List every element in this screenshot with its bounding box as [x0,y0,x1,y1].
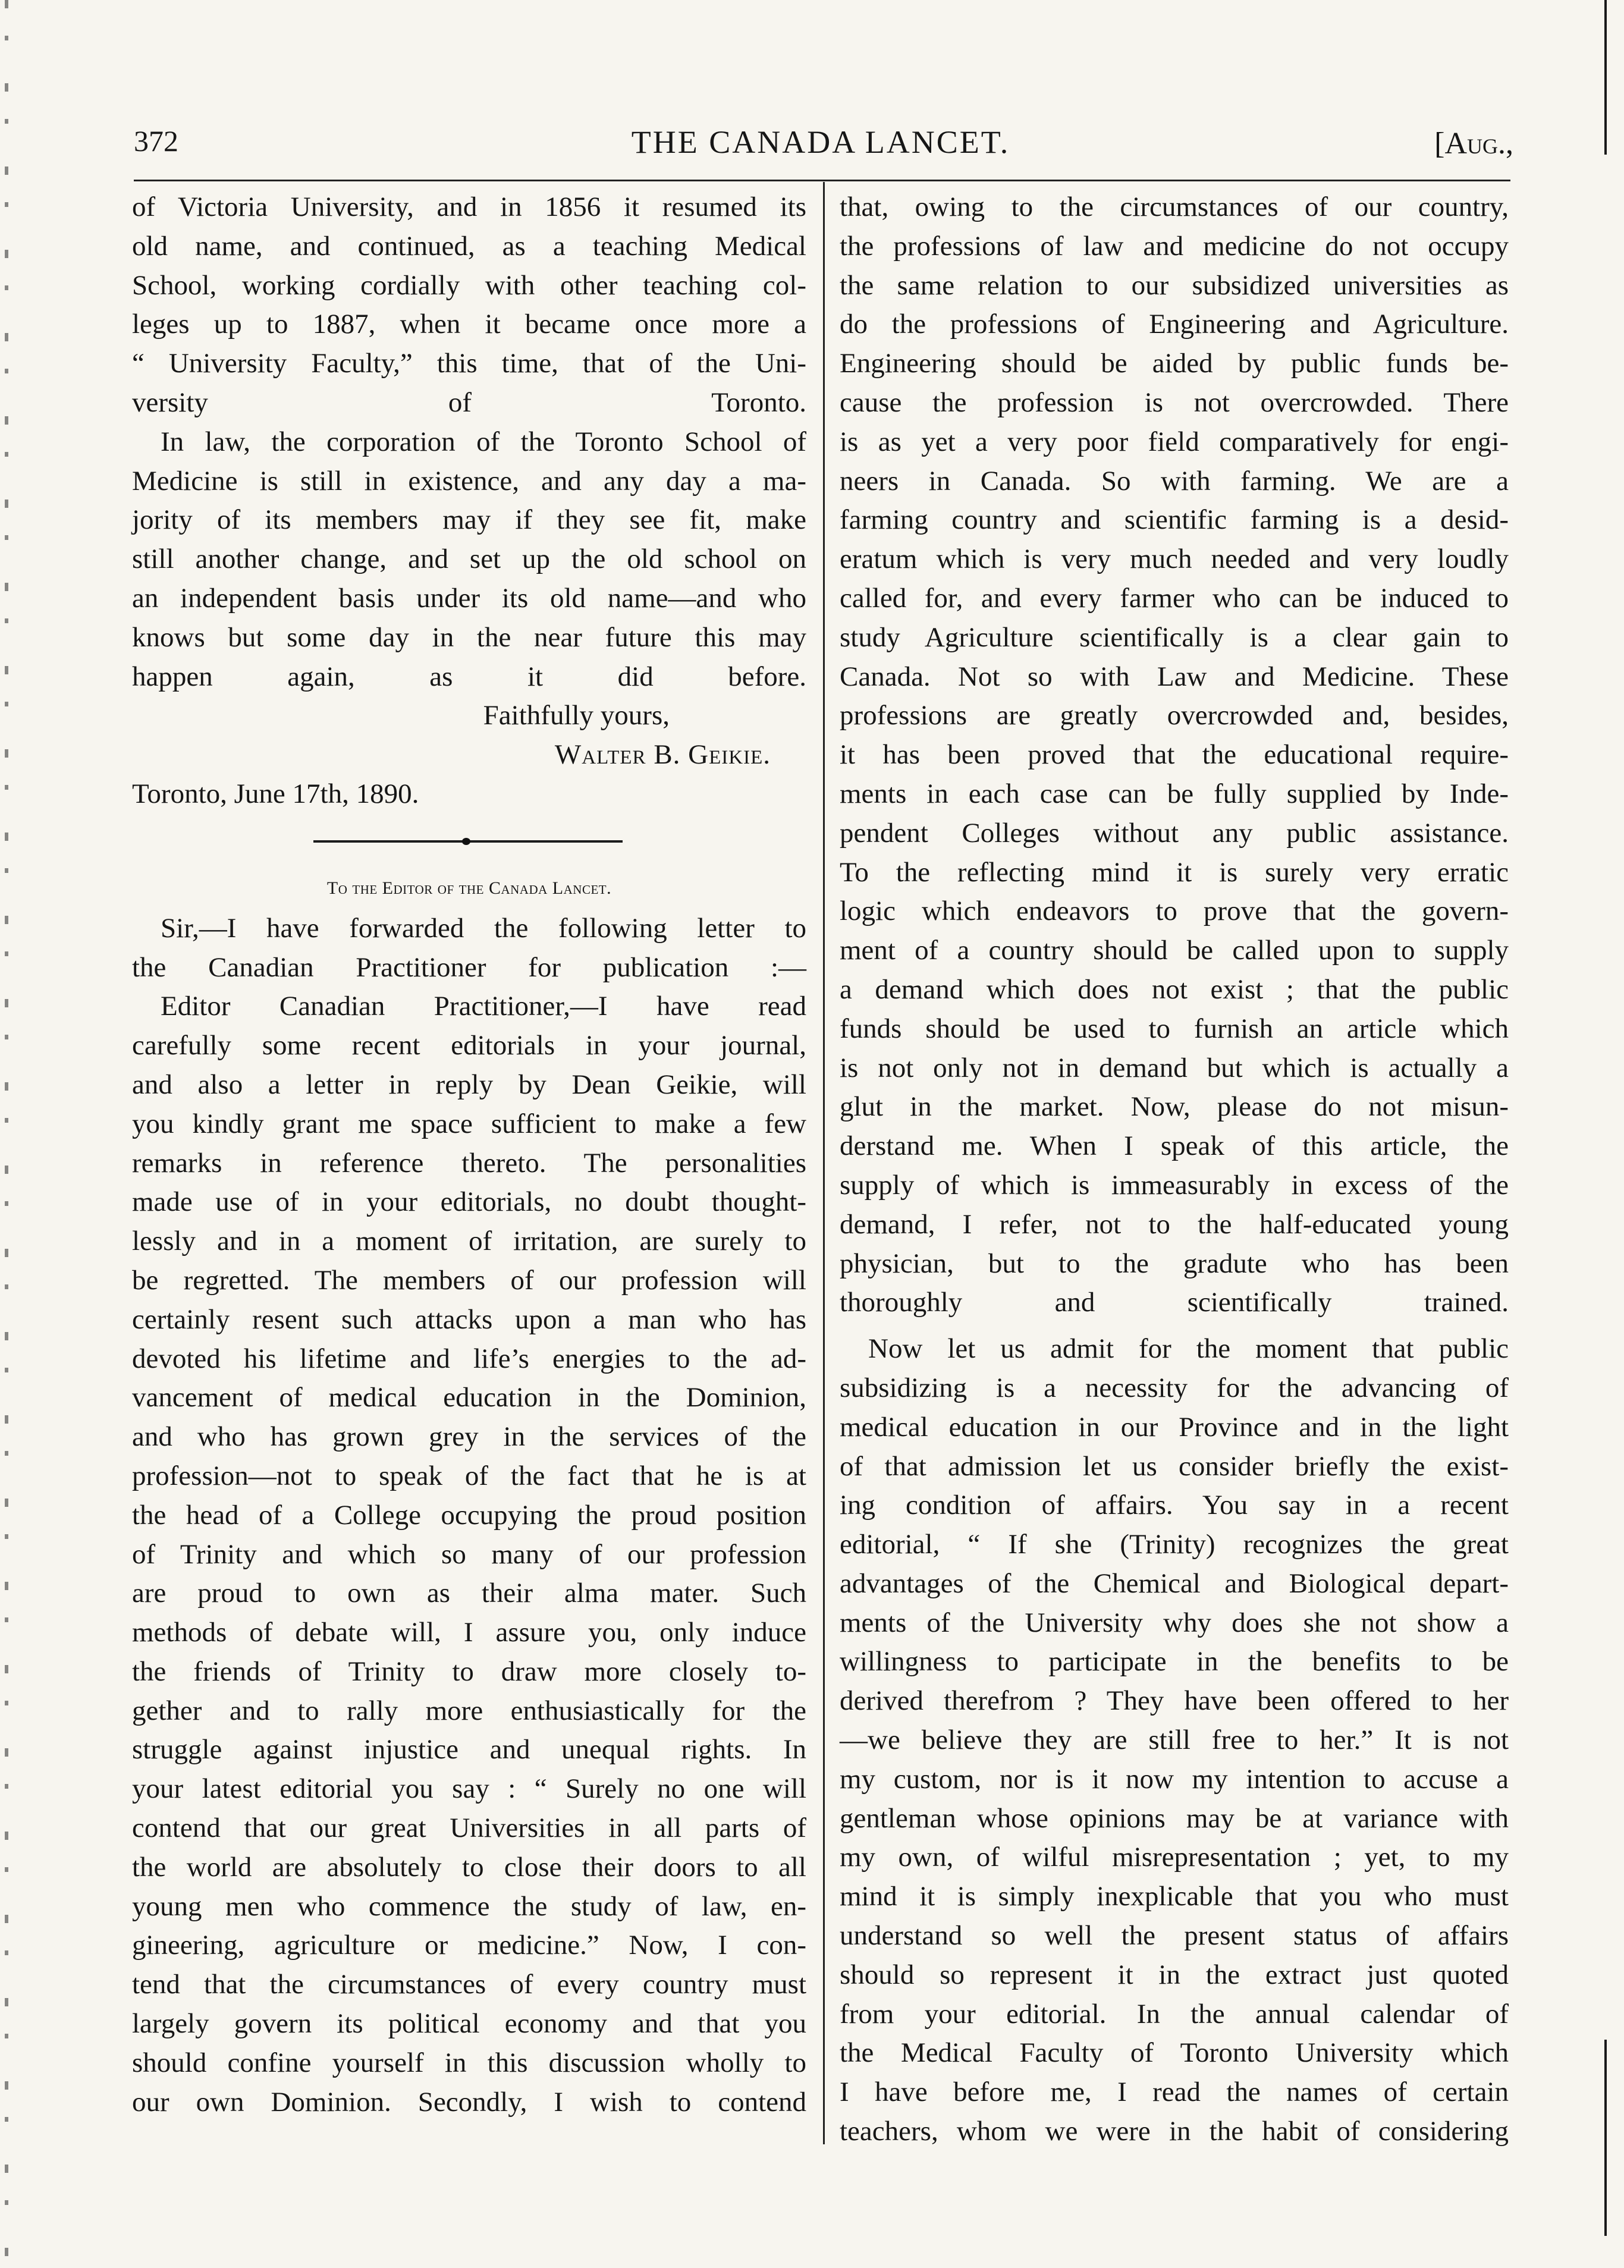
letter-paragraph [132,909,806,988]
text-line: and who has grown grey in the services of the [132,1421,806,1453]
text-line: mind it is simply inexplicable that you who must [840,1881,1509,1912]
text-line: derstand me. When I speak of this article, the [840,1130,1509,1162]
text-line: that, owing to the circumstances of our country, [840,191,1509,222]
scan-edge-right-top [1604,0,1607,155]
text-line: jority of its members may if they see fit, make [132,504,806,536]
text-line: subsidizing is a necessity for the advancing of [840,1372,1509,1403]
text-line: my custom, nor is it now my intention to accuse a [840,1763,1509,1795]
letter-heading: To the Editor of the Canada Lancet. [326,878,612,898]
text-line: willingness to participate in the benefits to be [840,1646,1509,1678]
text-line: study Agriculture scientifically is a clear gain to [840,621,1509,653]
column-rule [823,182,825,2144]
text-line: Medicine is still in existence, and any day a ma- [132,465,806,497]
text-line: of that admission let us consider briefly the exist- [840,1450,1509,1482]
text-line: is not only not in demand but which is actually a [840,1052,1509,1083]
text-line: “ University Faculty,” this time, that of the Uni- [132,348,806,379]
text-line: —we believe they are still free to her.” It is not [840,1724,1509,1756]
text-line: contend that our great Universities in all parts of [132,1812,806,1844]
letter-paragraph [132,188,806,423]
text-line: it has been proved that the educational require- [840,739,1509,771]
text-line: our own Dominion. Secondly, I wish to contend [132,2086,806,2118]
text-line: ments in each case can be fully supplied by Inde- [840,778,1509,809]
text-line: neers in Canada. So with farming. We are a [840,465,1509,497]
text-line: versity of Toronto. [132,387,806,418]
right-column [840,188,1509,2151]
text-line: be regretted. The members of our profession will [132,1264,806,1296]
letter-paragraph [132,987,806,2122]
header-rule [134,180,1510,181]
text-line: the world are absolutely to close their doors to all [132,1851,806,1883]
text-line: derived therefrom ? They have been offered to her [840,1685,1509,1717]
text-line: from your editorial. In the annual calendar of [840,1998,1509,2030]
text-line: physician, but to the gradute who has been [840,1248,1509,1279]
text-line: and also a letter in reply by Dean Geikie, will [132,1069,806,1100]
left-column [132,188,806,2122]
text-line: gether and to rally more enthusiastically for the [132,1695,806,1726]
text-line: the same relation to our subsidized universities as [840,269,1509,301]
text-line: leges up to 1887, when it became once more a [132,309,806,340]
text-line: the Medical Faculty of Toronto University which [840,2037,1509,2069]
text-line: supply of which is immeasurably in excess of the [840,1169,1509,1201]
text-line: made use of in your editorials, no doubt thought- [132,1186,806,1218]
text-line: advantages of the Chemical and Biological depart- [840,1568,1509,1599]
text-line: Editor Canadian Practitioner,—I have read [161,991,806,1022]
text-line: the head of a College occupying the proud position [132,1499,806,1531]
running-header [134,124,1513,174]
text-line: should confine yourself in this discussion wholly to [132,2047,806,2078]
divider-ornament [462,838,470,845]
text-line: the friends of Trinity to draw more closely to- [132,1656,806,1687]
text-line: farming country and scientific farming is a desid- [840,504,1509,536]
scan-edge-right-bottom [1604,2040,1607,2236]
text-line: of Trinity and which so many of our profession [132,1538,806,1570]
text-line: In law, the corporation of the Toronto School of [161,426,806,457]
text-line: profession—not to speak of the fact that he is at [132,1460,806,1491]
text-line: is as yet a very poor field comparatively for engi- [840,426,1509,457]
text-line: thoroughly and scientifically trained. [840,1287,1509,1318]
section-divider [132,814,806,868]
text-line: ments of the University why does she not show a [840,1607,1509,1638]
text-line: an independent basis under its old name—and who [132,582,806,614]
text-line: ing condition of affairs. You say in a recent [840,1490,1509,1521]
text-line: editorial, “ If she (Trinity) recognizes the great [840,1529,1509,1560]
text-line: pendent Colleges without any public assistance. [840,817,1509,849]
text-line: carefully some recent editorials in your journal, [132,1030,806,1061]
text-line: cause the profession is not overcrowded. There [840,387,1509,418]
text-line: methods of debate will, I assure you, only induce [132,1617,806,1648]
text-line: remarks in reference thereto. The personalities [132,1147,806,1179]
text-line: young men who commence the study of law, en- [132,1890,806,1922]
text-line: vancement of medical education in the Dominion, [132,1382,806,1413]
text-line: Engineering should be aided by public funds be- [840,348,1509,379]
text-line: tend that the circumstances of every country must [132,1969,806,2000]
text-line: my own, of wilful misrepresentation ; yet, to my [840,1842,1509,1873]
text-line: lessly and in a moment of irritation, are surely to [132,1226,806,1257]
text-line: professions are greatly overcrowded and, besides, [840,700,1509,731]
scan-edge-left [5,0,8,2268]
text-line: do the professions of Engineering and Agriculture. [840,309,1509,340]
letter-paragraph [132,423,806,697]
text-line: called for, and every farmer who can be induced to [840,582,1509,614]
page-number: 372 [134,124,178,158]
text-line: School, working cordially with other teaching col- [132,269,806,301]
text-line: certainly resent such attacks upon a man who has [132,1303,806,1335]
text-line: teachers, whom we were in the habit of considering [840,2116,1509,2147]
text-line: To the reflecting mind it is surely very erratic [840,856,1509,888]
journal-title: THE CANADA LANCET. [631,124,1010,160]
text-line: your latest editorial you say : “ Surely no one will [132,1773,806,1805]
text-line: understand so well the present status of affairs [840,1920,1509,1952]
text-line: Now let us admit for the moment that public [868,1333,1509,1365]
text-line: devoted his lifetime and life’s energies to the ad- [132,1343,806,1374]
text-line: the Canadian Practitioner for publication :— [132,951,806,983]
text-line: struggle against injustice and unequal rights. In [132,1734,806,1766]
text-line: eratum which is very much needed and very loudly [840,544,1509,575]
text-line: you kindly grant me space sufficient to make a few [132,1108,806,1139]
text-line: old name, and continued, as a teaching Medical [132,230,806,262]
text-line: Canada. Not so with Law and Medicine. These [840,661,1509,692]
text-line: Sir,—I have forwarded the following letter to [161,912,806,944]
letter-paragraph [840,188,1509,1323]
text-line: knows but some day in the near future this may [132,621,806,653]
text-line: a demand which does not exist ; that the public [840,973,1509,1005]
text-line: are proud to own as their alma mater. Such [132,1578,806,1609]
text-line: logic which endeavors to prove that the govern- [840,896,1509,927]
text-line: demand, I refer, not to the half-educated young [840,1208,1509,1240]
issue-month: [Aug., [1434,127,1513,161]
text-line: should so represent it in the extract just quoted [840,1959,1509,1990]
text-line: still another change, and set up the old school on [132,544,806,575]
text-line: medical education in our Province and in the light [840,1411,1509,1443]
text-line: happen again, as it did before. [132,661,806,692]
text-line: largely govern its political economy and that you [132,2008,806,2040]
text-line: the professions of law and medicine do not occupy [840,230,1509,262]
text-line: gineering, agriculture or medicine.” Now, I con- [132,1930,806,1961]
text-line: gentleman whose opinions may be at variance with [840,1802,1509,1834]
text-line: glut in the market. Now, please do not misun- [840,1091,1509,1123]
text-line: ment of a country should be called upon to supply [840,935,1509,966]
signature: Walter B. Geikie. [554,739,771,771]
text-line: funds should be used to furnish an article which [840,1013,1509,1044]
letter-paragraph [840,1330,1509,2151]
text-line: I have before me, I read the names of certain [840,2077,1509,2108]
text-line: of Victoria University, and in 1856 it resumed its [132,191,806,222]
closing-salutation: Faithfully yours, [483,700,670,731]
place-date: Toronto, June 17th, 1890. [132,778,419,809]
